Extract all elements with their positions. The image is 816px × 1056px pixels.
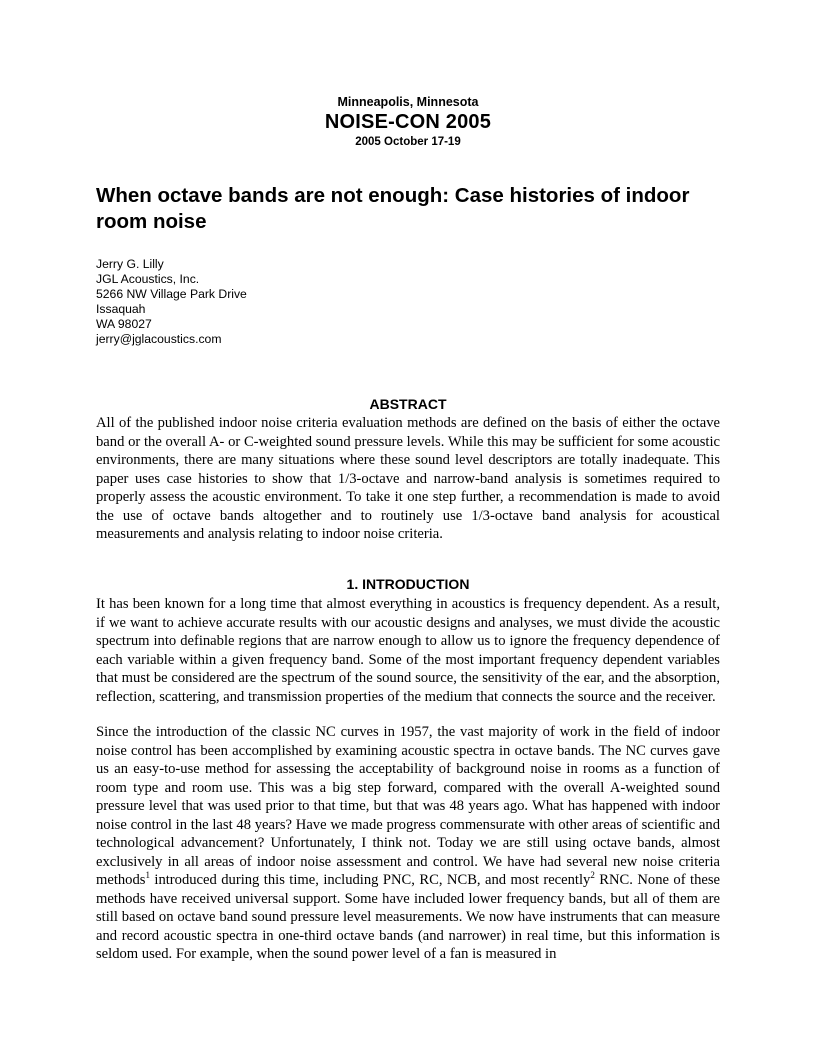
author-block [96, 257, 496, 348]
paragraph-2-text-1: Since the introduction of the classic NC curves in 1957, the vast majority of work in the field of indoor noise control has been accomplished by examining acoustic spectra in octave bands. The NC curves gave us an easy-to-use method for assessing the acceptability of background noise in rooms as a function of room type and room use. This was a big step forward, compared with the overall A-weighted sound pressure level that was used prior to that time, but that was 48 years ago. What has happened with indoor noise control in the last 48 years? Have we made progress commensurate with other areas of scientific and technological advancement? Unfortunately, I think not. Today we are still using octave bands, almost exclusively in all areas of indoor noise assessment and control. We have had several new noise criteria methods [96, 724, 720, 888]
paper-title: When octave bands are not enough: Case histories of indoor room noise [96, 184, 690, 233]
introduction-paragraph-1: It has been known for a long time that almost everything in acoustics is frequency dependent. As a result, if we want to achieve accurate results with our acoustic designs and analyses, we must divide the acoustic spectrum into definable regions that are narrow enough to allow us to ignore the frequency dependence of each variable within a given frequency band. Some of the most important frequency dependent variables that must be considered are the spectrum of the sound source, the sensitivity of the ear, and the absorption, reflection, scattering, and transmission properties of the medium that connects the source and the receiver. [96, 596, 720, 705]
conference-location: Minneapolis, Minnesota [337, 95, 479, 109]
introduction-heading: 1. INTRODUCTION [346, 576, 470, 592]
conference-name: NOISE-CON 2005 [324, 111, 492, 133]
footnote-ref-1: 1 [145, 870, 150, 881]
author-state-zip: WA 98027 [96, 317, 152, 332]
conference-date: 2005 October 17-19 [355, 136, 461, 148]
author-name: Jerry G. Lilly [96, 257, 164, 271]
footnote-ref-2: 2 [590, 870, 595, 881]
author-affiliation: JGL Acoustics, Inc. [96, 272, 200, 287]
paragraph-2-text-2: introduced during this time, including PNC, RC, NCB, and most recently [149, 872, 591, 888]
abstract-heading: ABSTRACT [369, 396, 447, 412]
author-city: Issaquah [96, 302, 146, 317]
abstract-text: All of the published indoor noise criteria evaluation methods are defined on the basis of either the octave band or the overall A- or C-weighted sound pressure levels. While this may be sufficient for some acoustic environments, there are many situations where these sound level descriptors are totally inadequate. This paper uses case histories to show that 1/3-octave and narrow-band analysis is sometimes required to properly assess the acoustic environment. To take it one step further, a recommendation is made to avoid the use of octave bands altogether and to routinely use 1/3-octave band analysis for acoustical measurements and analysis relating to indoor noise criteria. [96, 415, 720, 542]
introduction-paragraph-2 [96, 723, 720, 964]
author-email: jerry@jglacoustics.com [96, 332, 222, 347]
paragraph-2-text-3: RNC. None of these methods have received universal support. Some have included lower frequency bands, but all of them are still based on octave band sound pressure level measurements. We now have instruments that can measure and record acoustic spectra in one-third octave bands (and narrower) in real time, but this information is seldom used. For example, when the sound power level of a fan is measured in [96, 872, 720, 962]
author-street: 5266 NW Village Park Drive [96, 287, 247, 302]
